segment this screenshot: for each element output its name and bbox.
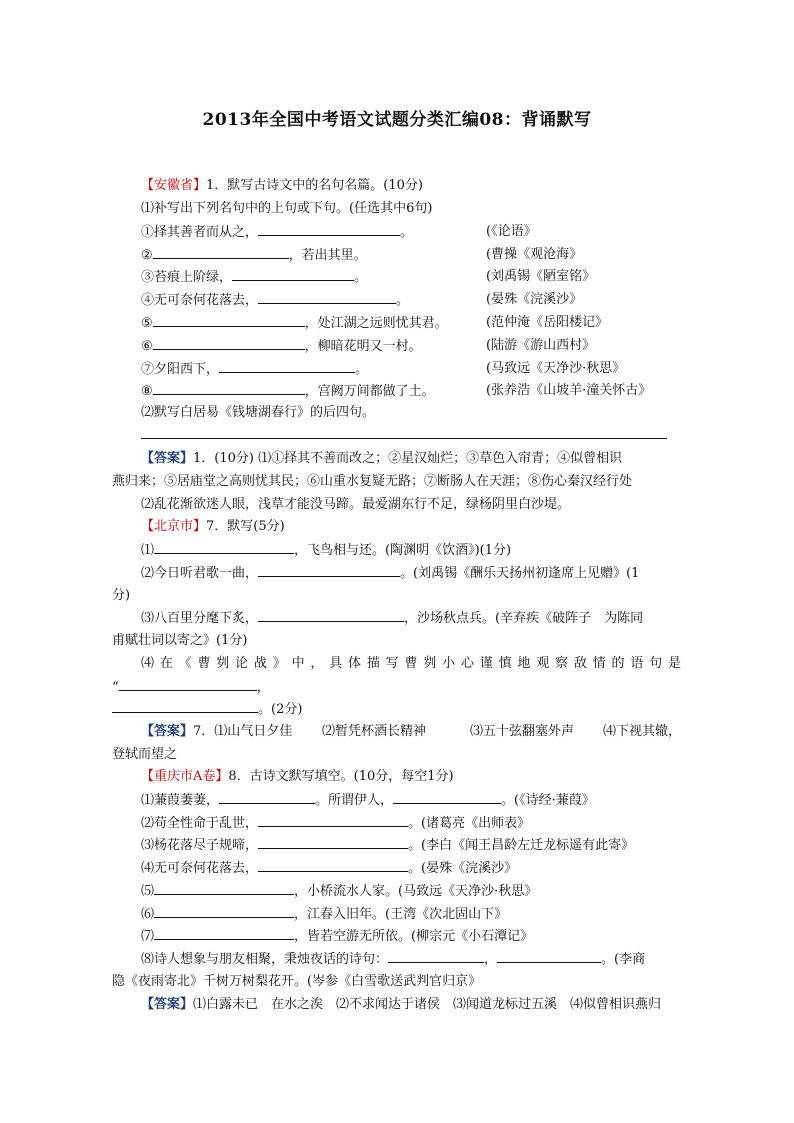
beijing-answer-line-1: 【答案】7．⑴山气日夕佳 bbox=[141, 724, 293, 739]
answer-blank[interactable] bbox=[497, 950, 601, 963]
region-tag-anhui: 【安徽省】 bbox=[141, 178, 207, 193]
answer-tag: 【答案】 bbox=[141, 451, 194, 466]
question-1: 1．默写古诗文中的名句名篇。(10分) bbox=[206, 178, 423, 193]
anhui-answer-line-1: 【答案】1．(10分) ⑴①择其不善而改之；②星汉灿烂；③草色入帘青；④似曾相识 bbox=[141, 451, 623, 466]
beijing-line-2-wrap: 分) bbox=[112, 588, 131, 603]
anhui-sub1: ⑴补写出下列名句中的上句或下句。(任选其中6句) bbox=[141, 201, 433, 216]
anhui-item-8: ⑧ ，宫阙万间都做了土。 bbox=[141, 384, 435, 399]
beijing-answer-2: ⑵暂凭杯酒长精神 bbox=[322, 724, 427, 739]
answer-blank[interactable] bbox=[153, 337, 305, 350]
answer-blank[interactable] bbox=[153, 246, 289, 259]
answer-tag: 【答案】 bbox=[141, 997, 194, 1012]
anhui-answer-line-3: ⑵乱花渐欲迷人眼，浅草才能没马蹄。最爱湖东行不足，绿杨阴里白沙堤。 bbox=[141, 497, 571, 512]
answer-blank[interactable] bbox=[219, 791, 315, 804]
answer-blank[interactable] bbox=[112, 700, 258, 713]
beijing-line-3-wrap: 甫赋壮词以寄之》(1分) bbox=[112, 633, 248, 648]
beijing-question: 【北京市】7．默写(5分) bbox=[141, 519, 285, 534]
answer-blank[interactable] bbox=[388, 950, 484, 963]
anhui-item-7: ⑦夕阳西下， 。 bbox=[141, 362, 369, 377]
answer-blank[interactable] bbox=[258, 609, 404, 622]
beijing-answer-4: ⑷下视其辙， bbox=[603, 724, 682, 739]
answer-blank[interactable] bbox=[154, 882, 294, 895]
anhui-sub2: ⑵默写白居易《钱塘湖春行》的后四句。 bbox=[141, 405, 376, 420]
anhui-item-6: ⑥ ，柳暗花明又一村。 bbox=[141, 339, 422, 354]
answer-blank[interactable] bbox=[154, 541, 294, 554]
page-title: 2013年全国中考语文试题分类汇编08：背诵默写 bbox=[202, 110, 592, 130]
answer-blank[interactable] bbox=[258, 859, 408, 872]
answer-blank[interactable] bbox=[154, 905, 294, 918]
beijing-answer-3: ⑶五十弦翻塞外声 bbox=[470, 724, 575, 739]
anhui-question bbox=[141, 177, 423, 195]
anhui-source-7: (马致远《天净沙·秋思》 bbox=[486, 361, 626, 376]
answer-blank[interactable] bbox=[258, 814, 408, 827]
anhui-answer-line-2: 燕归来；⑤居庙堂之高则忧其民；⑥山重水复疑无路；⑦断肠人在天涯；⑧伤心秦汉经行处 bbox=[112, 474, 633, 489]
anhui-item-4: ④无可奈何花落去， 。 bbox=[141, 293, 410, 308]
answer-blank[interactable] bbox=[258, 291, 396, 304]
anhui-item-3: ③苔痕上阶绿， 。 bbox=[141, 270, 368, 285]
chongqing-line-6: ⑹ ，江春入旧年。(王湾《次北固山下》 bbox=[141, 907, 508, 922]
beijing-line-2: ⑵今日听君歌一曲， 。(刘禹锡《酬乐天扬州初逢席上见赠》(1 bbox=[141, 566, 640, 581]
chongqing-line-4: ⑷无可奈何花落去， 。(晏殊《浣溪沙》 bbox=[141, 861, 518, 876]
anhui-source-2: (曹操《观沧海》 bbox=[486, 247, 583, 262]
chongqing-line-5: ⑸ ，小桥流水人家。(马致远《天净沙·秋思》 bbox=[141, 884, 538, 899]
beijing-line-4-end: 。(2分) bbox=[112, 700, 302, 719]
anhui-source-5: (范仲淹《岳阳楼记》 bbox=[486, 315, 609, 330]
region-tag-chongqing: 【重庆市A卷】 bbox=[141, 769, 229, 784]
anhui-source-3: (刘禹锡《陋室铭》 bbox=[486, 269, 596, 284]
answer-blank[interactable] bbox=[258, 836, 408, 849]
chongqing-line-8: ⑻诗人想象与朋友相聚，秉烛夜话的诗句： ， 。(李商 bbox=[141, 952, 646, 967]
anhui-item-5: ⑤ ，处江湖之远则忧其君。 bbox=[141, 316, 448, 331]
answer-blank[interactable] bbox=[153, 314, 305, 327]
answer-line[interactable] bbox=[141, 438, 667, 439]
chongqing-answer: 【答案】⑴白露未已 在水之涘 ⑵不求闻达于诸侯 ⑶闻道龙标过五溪 ⑷似曾相识燕归 bbox=[141, 997, 662, 1012]
answer-blank[interactable] bbox=[258, 564, 400, 577]
beijing-line-4: ⑷在《曹刿论战》中，具体描写曹刿小心谨慎地观察敌情的语句是 bbox=[141, 656, 681, 671]
anhui-source-4: (晏殊《浣溪沙》 bbox=[486, 292, 583, 307]
answer-blank[interactable] bbox=[119, 678, 257, 691]
anhui-source-1: (《论语》 bbox=[486, 224, 537, 239]
beijing-answer-line-2: 登轼而望之 bbox=[112, 747, 178, 762]
chongqing-question: 【重庆市A卷】8．古诗文默写填空。(10分，每空1分) bbox=[141, 769, 454, 784]
answer-blank[interactable] bbox=[154, 927, 294, 940]
beijing-line-1: ⑴ ，飞鸟相与还。(陶渊明《饮酒》)(1分) bbox=[141, 543, 512, 558]
chongqing-line-8-wrap: 隐《夜雨寄北》千树万树梨花开。(岑参《白雪歌送武判官归京》 bbox=[112, 974, 482, 989]
answer-blank[interactable] bbox=[393, 791, 501, 804]
chongqing-line-7: ⑺ ，皆若空游无所依。(柳宗元《小石潭记》 bbox=[141, 929, 534, 944]
answer-blank[interactable] bbox=[258, 223, 400, 236]
anhui-source-8: (张养浩《山坡羊·潼关怀古》 bbox=[486, 383, 652, 398]
anhui-source-6: (陆游《游山西村》 bbox=[486, 338, 596, 353]
chongqing-line-1: ⑴蒹葭萋萋， 。所谓伊人， 。(《诗经·蒹葭》 bbox=[141, 793, 595, 808]
chongqing-line-3: ⑶杨花落尽子规啼， 。(李白《闻王昌龄左迁龙标遥有此寄》 bbox=[141, 838, 635, 853]
answer-tag: 【答案】 bbox=[141, 724, 194, 739]
answer-blank[interactable] bbox=[232, 268, 354, 281]
answer-blank[interactable] bbox=[219, 360, 355, 373]
answer-blank[interactable] bbox=[153, 382, 305, 395]
beijing-line-4-blank: “ ， bbox=[112, 680, 270, 695]
anhui-item-1: ①择其善者而从之， 。 bbox=[141, 225, 414, 240]
region-tag-beijing: 【北京市】 bbox=[141, 519, 207, 534]
anhui-item-2: ② ，若出其里。 bbox=[141, 248, 367, 263]
beijing-line-3: ⑶八百里分麾下炙， ，沙场秋点兵。(辛弃疾《破阵子 为陈同 bbox=[141, 611, 644, 626]
chongqing-line-2: ⑵苟全性命于乱世， 。(诸葛亮《出师表》 bbox=[141, 816, 531, 831]
